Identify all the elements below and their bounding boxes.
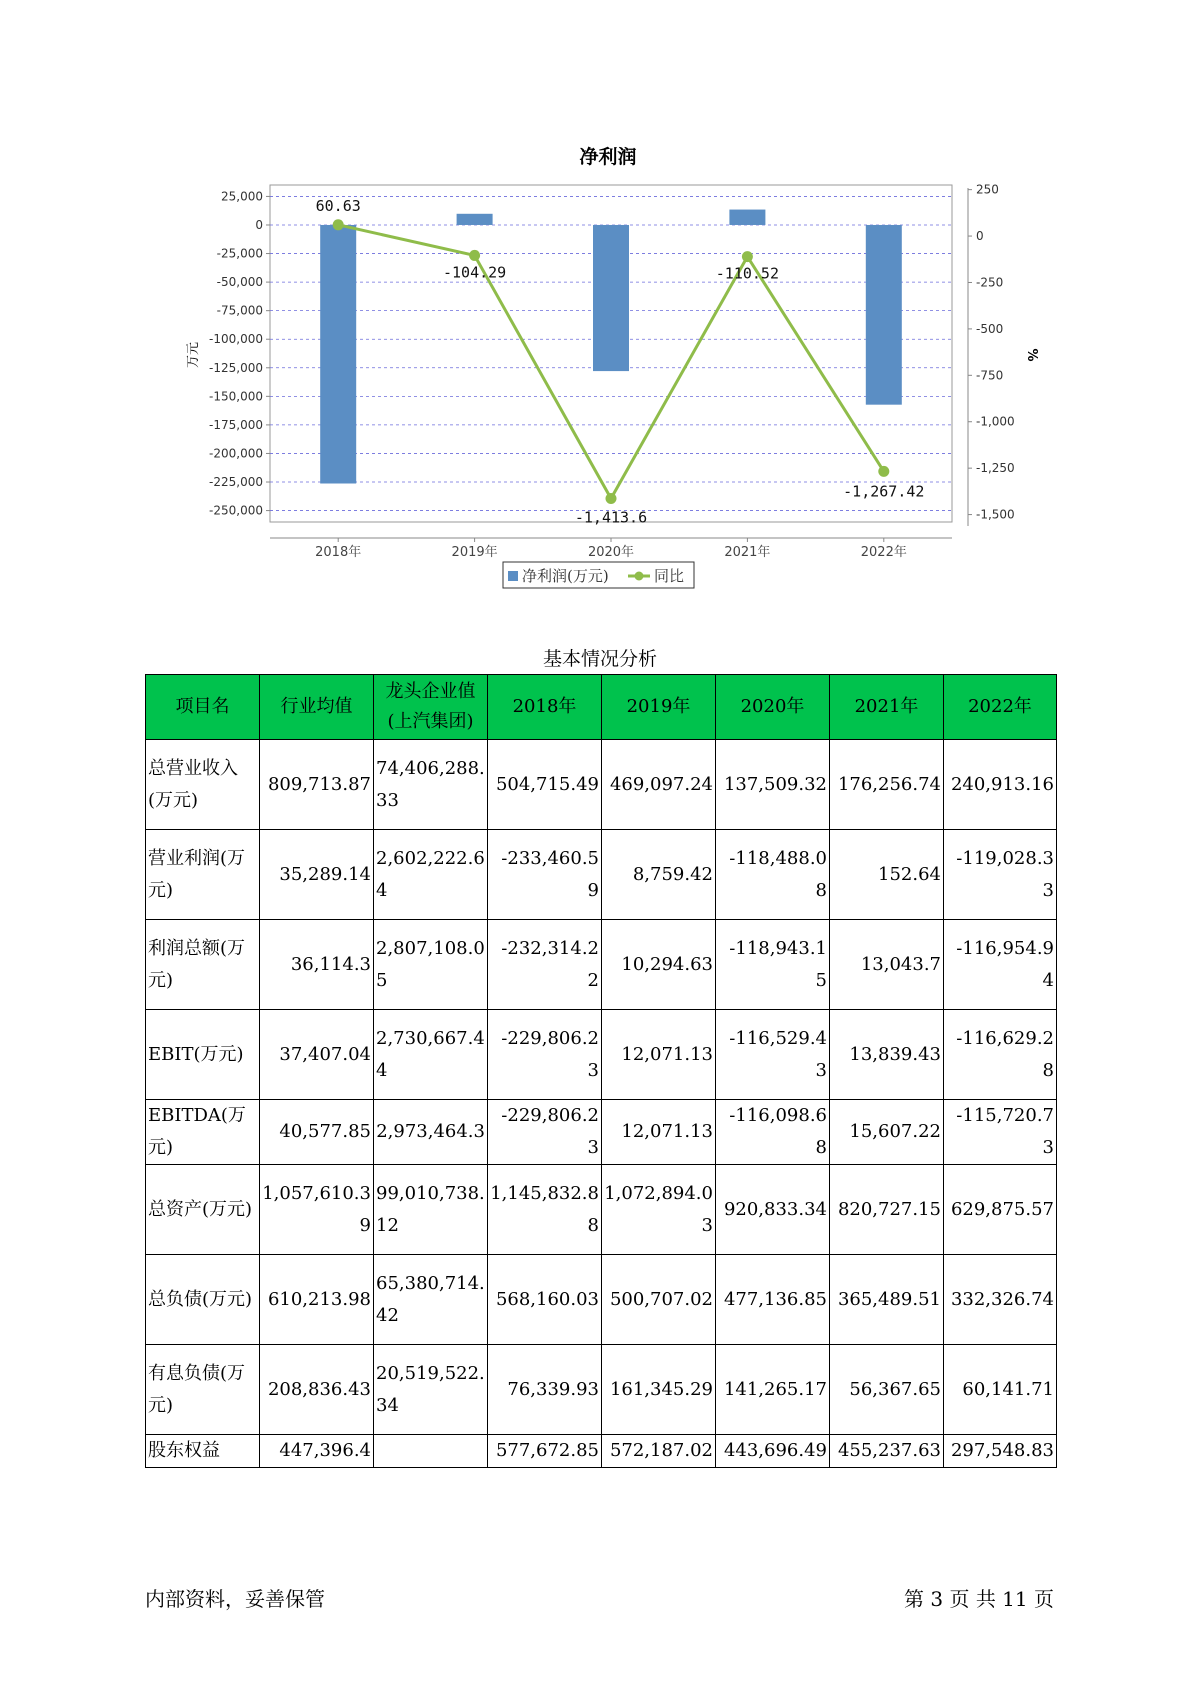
table-row xyxy=(146,1010,1057,1100)
y2-tick-label: -1,250 xyxy=(976,461,1015,476)
table-cell: 40,577.85 xyxy=(260,1100,374,1165)
y-tick-label: -175,000 xyxy=(209,417,263,432)
yoy-data-label: 60.63 xyxy=(315,196,361,215)
yoy-point xyxy=(333,219,344,230)
y-tick-label: -150,000 xyxy=(209,389,263,404)
table-cell: 8,759.42 xyxy=(602,830,716,920)
footer-page-number: 第 3 页 共 11 页 xyxy=(904,1587,1054,1611)
footer-confidential-note: 内部资料，妥善保管 xyxy=(145,1587,325,1611)
table-cell: 15,607.22 xyxy=(830,1100,944,1165)
row-label: 股东权益 xyxy=(146,1435,260,1468)
table-cell: 2,973,464.3 xyxy=(374,1100,488,1165)
yoy-data-label: -1,267.42 xyxy=(843,482,925,501)
x-tick-label: 2021年 xyxy=(724,545,771,560)
table-row xyxy=(146,740,1057,830)
row-label: 营业利润(万元) xyxy=(146,830,260,920)
table-cell: 161,345.29 xyxy=(602,1345,716,1435)
table-cell: 74,406,288.33 xyxy=(374,740,488,830)
x-tick-label: 2018年 xyxy=(315,545,362,560)
table-cell: 332,326.74 xyxy=(944,1255,1057,1345)
legend-line-marker xyxy=(635,572,644,581)
table-cell: 2,602,222.64 xyxy=(374,830,488,920)
table-row xyxy=(146,1165,1057,1255)
table-cell: -116,629.28 xyxy=(944,1010,1057,1100)
yoy-data-label: -1,413.6 xyxy=(574,508,648,527)
table-cell: 455,237.63 xyxy=(830,1435,944,1468)
y2-axis-label: % xyxy=(1024,348,1039,362)
table-row xyxy=(146,1255,1057,1345)
header-2019: 2019年 xyxy=(602,675,716,740)
bar-2018年 xyxy=(320,225,356,484)
y2-tick-label: -1,000 xyxy=(976,414,1015,429)
table-cell: -229,806.23 xyxy=(488,1010,602,1100)
table-cell: 504,715.49 xyxy=(488,740,602,830)
table-cell: 500,707.02 xyxy=(602,1255,716,1345)
table-cell: 1,145,832.88 xyxy=(488,1165,602,1255)
y-tick-label: -250,000 xyxy=(209,503,263,518)
y2-tick-label: -250 xyxy=(976,275,1004,290)
yoy-point xyxy=(742,251,753,262)
table-row xyxy=(146,830,1057,920)
x-tick-label: 2020年 xyxy=(587,545,635,560)
yoy-point xyxy=(469,250,480,261)
table-cell: -115,720.73 xyxy=(944,1100,1057,1165)
table-cell: 12,071.13 xyxy=(602,1010,716,1100)
header-2020: 2020年 xyxy=(716,675,830,740)
row-label: 有息负债(万元) xyxy=(146,1345,260,1435)
table-row xyxy=(146,920,1057,1010)
table-cell: 629,875.57 xyxy=(944,1165,1057,1255)
legend-bar-swatch xyxy=(508,571,518,581)
y-tick-label: -75,000 xyxy=(216,303,263,318)
header-2018: 2018年 xyxy=(488,675,602,740)
yoy-point xyxy=(878,466,889,477)
table-cell: 76,339.93 xyxy=(488,1345,602,1435)
table-cell: 572,187.02 xyxy=(602,1435,716,1468)
x-tick-label: 2022年 xyxy=(860,545,907,560)
table-row xyxy=(146,1100,1057,1165)
table-cell: 10,294.63 xyxy=(602,920,716,1010)
table-cell: 56,367.65 xyxy=(830,1345,944,1435)
yoy-data-label: -104.29 xyxy=(442,263,507,282)
table-cell: 141,265.17 xyxy=(716,1345,830,1435)
table-cell xyxy=(374,1435,488,1468)
row-label: 总营业收入(万元) xyxy=(146,740,260,830)
table-cell: -233,460.59 xyxy=(488,830,602,920)
table-cell: -116,098.68 xyxy=(716,1100,830,1165)
y2-tick-label: -1,500 xyxy=(976,507,1015,522)
bar-2022年 xyxy=(866,225,902,405)
x-tick-label: 2019年 xyxy=(451,545,498,560)
table-cell: 477,136.85 xyxy=(716,1255,830,1345)
y-tick-label: 25,000 xyxy=(221,189,263,204)
table-cell: 568,160.03 xyxy=(488,1255,602,1345)
table-cell: -229,806.23 xyxy=(488,1100,602,1165)
legend-bar-label: 净利润(万元) xyxy=(522,567,609,585)
bar-2021年 xyxy=(729,210,765,225)
header-industry-avg: 行业均值 xyxy=(260,675,374,740)
y-tick-label: -50,000 xyxy=(216,275,263,290)
table-row xyxy=(146,1435,1057,1468)
table-cell: 13,043.7 xyxy=(830,920,944,1010)
table-title: 基本情况分析 xyxy=(542,648,657,670)
row-label: EBIT(万元) xyxy=(146,1010,260,1100)
table-cell: 443,696.49 xyxy=(716,1435,830,1468)
table-cell: -118,488.08 xyxy=(716,830,830,920)
row-label: 总负债(万元) xyxy=(146,1255,260,1345)
bar-2019年 xyxy=(457,214,493,225)
table-row xyxy=(146,1345,1057,1435)
table-cell: 297,548.83 xyxy=(944,1435,1057,1468)
table-cell: 920,833.34 xyxy=(716,1165,830,1255)
legend-line-label: 同比 xyxy=(654,567,685,585)
header-2021: 2021年 xyxy=(830,675,944,740)
table-cell: 208,836.43 xyxy=(260,1345,374,1435)
y-tick-label: -125,000 xyxy=(209,360,263,375)
table-cell: 610,213.98 xyxy=(260,1255,374,1345)
y-tick-label: -25,000 xyxy=(216,246,263,261)
basic-analysis-table xyxy=(145,674,1057,1468)
y2-tick-label: 0 xyxy=(976,229,984,244)
y2-tick-label: -750 xyxy=(976,368,1004,383)
yoy-point xyxy=(606,493,617,504)
y-axis-label: 万元 xyxy=(186,341,201,369)
table-cell: 577,672.85 xyxy=(488,1435,602,1468)
table-cell: 137,509.32 xyxy=(716,740,830,830)
table-cell: 65,380,714.42 xyxy=(374,1255,488,1345)
table-cell: 13,839.43 xyxy=(830,1010,944,1100)
bar-2020年 xyxy=(593,225,629,371)
table-cell: 35,289.14 xyxy=(260,830,374,920)
table-cell: 152.64 xyxy=(830,830,944,920)
table-cell: 240,913.16 xyxy=(944,740,1057,830)
table-cell: 176,256.74 xyxy=(830,740,944,830)
table-cell: 1,057,610.39 xyxy=(260,1165,374,1255)
row-label: 利润总额(万元) xyxy=(146,920,260,1010)
table-cell: -119,028.33 xyxy=(944,830,1057,920)
header-leader-value: 龙头企业值(上汽集团) xyxy=(374,675,488,740)
row-label: 总资产(万元) xyxy=(146,1165,260,1255)
chart-title: 净利润 xyxy=(579,146,637,168)
y-tick-label: 0 xyxy=(255,217,263,232)
table-cell: -118,943.15 xyxy=(716,920,830,1010)
table-cell: 99,010,738.12 xyxy=(374,1165,488,1255)
y-tick-label: -200,000 xyxy=(209,446,263,461)
header-item-name: 项目名 xyxy=(146,675,260,740)
table-cell: -116,954.94 xyxy=(944,920,1057,1010)
y-tick-label: -225,000 xyxy=(209,475,263,490)
table-cell: 36,114.3 xyxy=(260,920,374,1010)
yoy-data-label: -110.52 xyxy=(715,264,780,283)
y2-tick-label: 250 xyxy=(976,182,999,197)
table-cell: -232,314.22 xyxy=(488,920,602,1010)
table-cell: 1,072,894.03 xyxy=(602,1165,716,1255)
header-2022: 2022年 xyxy=(944,675,1057,740)
table-cell: 365,489.51 xyxy=(830,1255,944,1345)
table-cell: 20,519,522.34 xyxy=(374,1345,488,1435)
y-tick-label: -100,000 xyxy=(209,332,263,347)
table-cell: 447,396.4 xyxy=(260,1435,374,1468)
table-cell: 2,807,108.05 xyxy=(374,920,488,1010)
table-cell: 12,071.13 xyxy=(602,1100,716,1165)
y2-tick-label: -500 xyxy=(976,321,1004,336)
table-cell: 820,727.15 xyxy=(830,1165,944,1255)
table-cell: -116,529.43 xyxy=(716,1010,830,1100)
table-cell: 2,730,667.44 xyxy=(374,1010,488,1100)
table-cell: 37,407.04 xyxy=(260,1010,374,1100)
table-cell: 469,097.24 xyxy=(602,740,716,830)
table-header-row xyxy=(146,675,1057,740)
table-cell: 809,713.87 xyxy=(260,740,374,830)
row-label: EBITDA(万元) xyxy=(146,1100,260,1165)
table-cell: 60,141.71 xyxy=(944,1345,1057,1435)
net-profit-chart xyxy=(0,0,1191,600)
